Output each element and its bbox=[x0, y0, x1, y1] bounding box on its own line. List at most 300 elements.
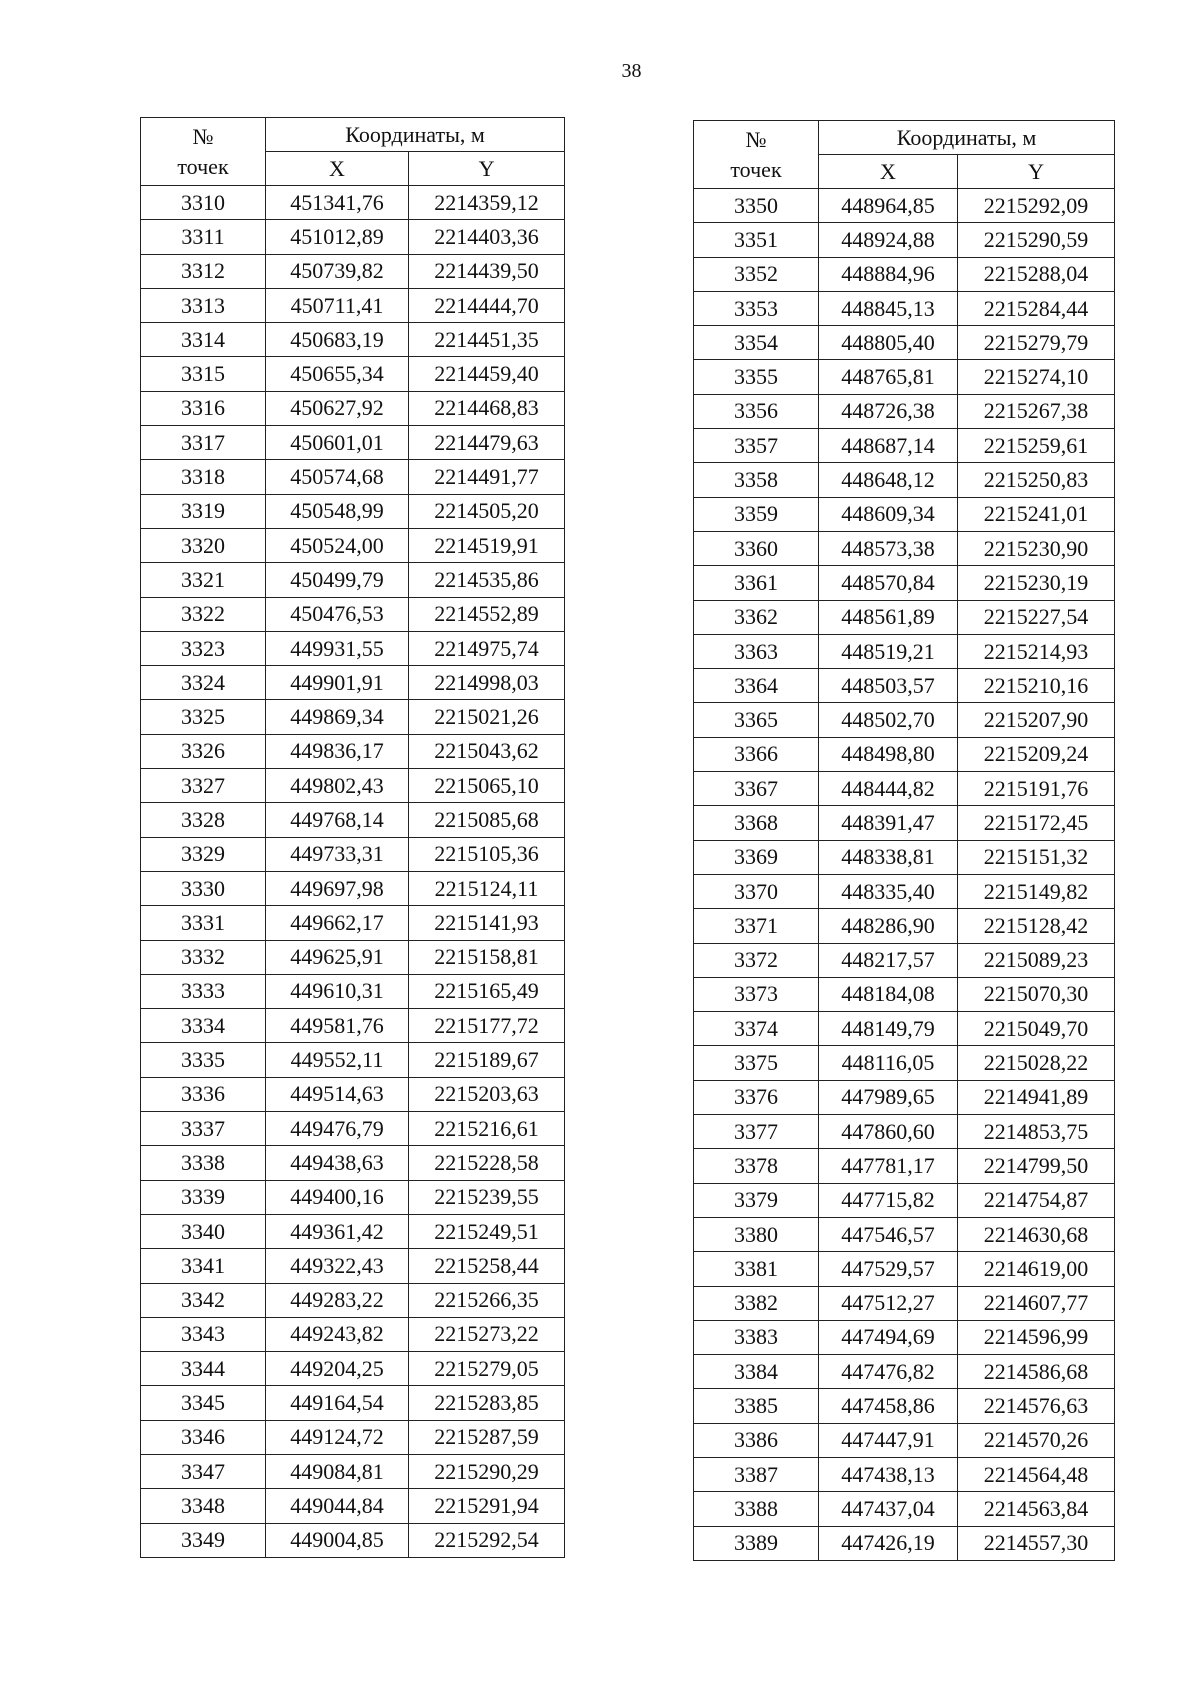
x-coordinate-cell: 449514,63 bbox=[266, 1077, 409, 1111]
point-number-cell: 3327 bbox=[141, 769, 266, 803]
y-coordinate-cell: 2214630,68 bbox=[958, 1217, 1115, 1251]
x-coordinate-cell: 449322,43 bbox=[266, 1249, 409, 1283]
x-coordinate-cell: 448184,08 bbox=[819, 977, 958, 1011]
x-coordinate-cell: 449004,85 bbox=[266, 1523, 409, 1557]
x-coordinate-cell: 449552,11 bbox=[266, 1043, 409, 1077]
table-row bbox=[694, 1217, 1115, 1251]
y-coordinate-cell: 2214444,70 bbox=[409, 288, 565, 322]
point-number-cell: 3320 bbox=[141, 528, 266, 562]
table-row bbox=[141, 666, 565, 700]
x-coordinate-cell: 449400,16 bbox=[266, 1180, 409, 1214]
point-number-cell: 3381 bbox=[694, 1252, 819, 1286]
y-coordinate-cell: 2215283,85 bbox=[409, 1386, 565, 1420]
x-coordinate-cell: 448217,57 bbox=[819, 943, 958, 977]
point-number-header bbox=[694, 121, 819, 189]
x-coordinate-cell: 448498,80 bbox=[819, 737, 958, 771]
y-column-header: Y bbox=[958, 155, 1115, 189]
point-number-cell: 3369 bbox=[694, 840, 819, 874]
point-number-cell: 3372 bbox=[694, 943, 819, 977]
table-row bbox=[141, 1283, 565, 1317]
point-number-cell: 3377 bbox=[694, 1115, 819, 1149]
point-number-cell: 3385 bbox=[694, 1389, 819, 1423]
y-coordinate-cell: 2215292,54 bbox=[409, 1523, 565, 1557]
point-number-cell: 3311 bbox=[141, 220, 266, 254]
y-coordinate-cell: 2215259,61 bbox=[958, 429, 1115, 463]
y-coordinate-cell: 2215241,01 bbox=[958, 497, 1115, 531]
x-coordinate-cell: 448573,38 bbox=[819, 531, 958, 565]
y-coordinate-cell: 2214754,87 bbox=[958, 1183, 1115, 1217]
x-coordinate-cell: 449438,63 bbox=[266, 1146, 409, 1180]
table-row bbox=[141, 323, 565, 357]
x-coordinate-cell: 449662,17 bbox=[266, 906, 409, 940]
point-number-cell: 3351 bbox=[694, 223, 819, 257]
y-coordinate-cell: 2215267,38 bbox=[958, 394, 1115, 428]
x-coordinate-cell: 448444,82 bbox=[819, 772, 958, 806]
point-number-cell: 3367 bbox=[694, 772, 819, 806]
y-coordinate-cell: 2215189,67 bbox=[409, 1043, 565, 1077]
table-row bbox=[141, 597, 565, 631]
point-number-cell: 3388 bbox=[694, 1492, 819, 1526]
point-number-cell: 3340 bbox=[141, 1214, 266, 1248]
x-coordinate-cell: 448116,05 bbox=[819, 1046, 958, 1080]
x-coordinate-cell: 449697,98 bbox=[266, 871, 409, 905]
point-number-cell: 3358 bbox=[694, 463, 819, 497]
table-row bbox=[694, 1012, 1115, 1046]
x-coordinate-cell: 447447,91 bbox=[819, 1423, 958, 1457]
x-coordinate-cell: 450711,41 bbox=[266, 288, 409, 322]
y-coordinate-cell: 2214607,77 bbox=[958, 1286, 1115, 1320]
point-number-cell: 3328 bbox=[141, 803, 266, 837]
x-coordinate-cell: 449931,55 bbox=[266, 631, 409, 665]
x-coordinate-cell: 450548,99 bbox=[266, 494, 409, 528]
point-number-cell: 3386 bbox=[694, 1423, 819, 1457]
point-number-cell: 3348 bbox=[141, 1489, 266, 1523]
table-row bbox=[141, 871, 565, 905]
y-coordinate-cell: 2215258,44 bbox=[409, 1249, 565, 1283]
y-coordinate-cell: 2215290,29 bbox=[409, 1454, 565, 1488]
y-coordinate-cell: 2215284,44 bbox=[958, 291, 1115, 325]
table-row bbox=[694, 429, 1115, 463]
x-coordinate-cell: 448609,34 bbox=[819, 497, 958, 531]
y-coordinate-cell: 2215028,22 bbox=[958, 1046, 1115, 1080]
point-number-symbol: № bbox=[192, 123, 214, 149]
y-coordinate-cell: 2215128,42 bbox=[958, 909, 1115, 943]
y-coordinate-cell: 2215209,24 bbox=[958, 737, 1115, 771]
x-coordinate-cell: 449361,42 bbox=[266, 1214, 409, 1248]
x-coordinate-cell: 448519,21 bbox=[819, 634, 958, 668]
point-number-cell: 3346 bbox=[141, 1420, 266, 1454]
point-number-cell: 3389 bbox=[694, 1526, 819, 1560]
x-coordinate-cell: 449283,22 bbox=[266, 1283, 409, 1317]
x-coordinate-cell: 447860,60 bbox=[819, 1115, 958, 1149]
point-number-cell: 3359 bbox=[694, 497, 819, 531]
point-number-cell: 3355 bbox=[694, 360, 819, 394]
y-coordinate-cell: 2215165,49 bbox=[409, 974, 565, 1008]
x-coordinate-cell: 448884,96 bbox=[819, 257, 958, 291]
point-number-header bbox=[141, 118, 266, 186]
y-coordinate-cell: 2215149,82 bbox=[958, 874, 1115, 908]
point-number-symbol: № bbox=[745, 126, 767, 152]
x-coordinate-cell: 449124,72 bbox=[266, 1420, 409, 1454]
x-column-header: X bbox=[819, 155, 958, 189]
y-coordinate-cell: 2215273,22 bbox=[409, 1317, 565, 1351]
x-coordinate-cell: 449901,91 bbox=[266, 666, 409, 700]
point-number-cell: 3374 bbox=[694, 1012, 819, 1046]
point-number-cell: 3378 bbox=[694, 1149, 819, 1183]
x-coordinate-cell: 447476,82 bbox=[819, 1355, 958, 1389]
y-coordinate-cell: 2215266,35 bbox=[409, 1283, 565, 1317]
y-coordinate-cell: 2215210,16 bbox=[958, 669, 1115, 703]
point-number-cell: 3360 bbox=[694, 531, 819, 565]
coordinates-table-left bbox=[140, 117, 565, 1558]
table-row bbox=[694, 189, 1115, 223]
x-coordinate-cell: 448924,88 bbox=[819, 223, 958, 257]
x-coordinate-cell: 451012,89 bbox=[266, 220, 409, 254]
y-coordinate-cell: 2214552,89 bbox=[409, 597, 565, 631]
y-coordinate-cell: 2215151,32 bbox=[958, 840, 1115, 874]
table-row bbox=[694, 566, 1115, 600]
table-row bbox=[141, 1180, 565, 1214]
point-number-cell: 3368 bbox=[694, 806, 819, 840]
y-coordinate-cell: 2215085,68 bbox=[409, 803, 565, 837]
y-column-header: Y bbox=[409, 152, 565, 186]
y-coordinate-cell: 2214563,84 bbox=[958, 1492, 1115, 1526]
y-coordinate-cell: 2215203,63 bbox=[409, 1077, 565, 1111]
point-number-cell: 3315 bbox=[141, 357, 266, 391]
x-coordinate-cell: 449836,17 bbox=[266, 734, 409, 768]
point-number-cell: 3324 bbox=[141, 666, 266, 700]
x-coordinate-cell: 448561,89 bbox=[819, 600, 958, 634]
table-row bbox=[141, 1043, 565, 1077]
x-coordinate-cell: 449164,54 bbox=[266, 1386, 409, 1420]
point-number-cell: 3339 bbox=[141, 1180, 266, 1214]
point-number-cell: 3366 bbox=[694, 737, 819, 771]
table-row bbox=[694, 737, 1115, 771]
table-row bbox=[141, 1523, 565, 1557]
point-number-cell: 3335 bbox=[141, 1043, 266, 1077]
point-number-cell: 3314 bbox=[141, 323, 266, 357]
table-row bbox=[694, 394, 1115, 428]
table-row bbox=[141, 563, 565, 597]
x-coordinate-cell: 448570,84 bbox=[819, 566, 958, 600]
y-coordinate-cell: 2215141,93 bbox=[409, 906, 565, 940]
table-row bbox=[141, 1009, 565, 1043]
x-coordinate-cell: 448149,79 bbox=[819, 1012, 958, 1046]
x-coordinate-cell: 449581,76 bbox=[266, 1009, 409, 1043]
table-row bbox=[694, 669, 1115, 703]
table-row bbox=[141, 1077, 565, 1111]
x-coordinate-cell: 449768,14 bbox=[266, 803, 409, 837]
y-coordinate-cell: 2215230,19 bbox=[958, 566, 1115, 600]
table-row bbox=[141, 494, 565, 528]
coordinates-header: Координаты, м bbox=[819, 121, 1115, 155]
table-row bbox=[141, 769, 565, 803]
table-row bbox=[694, 1115, 1115, 1149]
x-coordinate-cell: 448338,81 bbox=[819, 840, 958, 874]
point-number-cell: 3321 bbox=[141, 563, 266, 597]
point-number-cell: 3387 bbox=[694, 1457, 819, 1491]
table-row bbox=[694, 1355, 1115, 1389]
y-coordinate-cell: 2215279,05 bbox=[409, 1352, 565, 1386]
y-coordinate-cell: 2214459,40 bbox=[409, 357, 565, 391]
table-row bbox=[694, 909, 1115, 943]
point-number-cell: 3375 bbox=[694, 1046, 819, 1080]
point-number-cell: 3349 bbox=[141, 1523, 266, 1557]
table-row bbox=[694, 326, 1115, 360]
table-row bbox=[694, 497, 1115, 531]
x-coordinate-cell: 450524,00 bbox=[266, 528, 409, 562]
table-row bbox=[694, 1286, 1115, 1320]
table-row bbox=[694, 531, 1115, 565]
y-coordinate-cell: 2214519,91 bbox=[409, 528, 565, 562]
x-coordinate-cell: 448845,13 bbox=[819, 291, 958, 325]
point-number-cell: 3337 bbox=[141, 1112, 266, 1146]
y-coordinate-cell: 2215043,62 bbox=[409, 734, 565, 768]
table-row bbox=[141, 1489, 565, 1523]
point-number-cell: 3361 bbox=[694, 566, 819, 600]
x-coordinate-cell: 448335,40 bbox=[819, 874, 958, 908]
point-number-cell: 3322 bbox=[141, 597, 266, 631]
y-coordinate-cell: 2215124,11 bbox=[409, 871, 565, 905]
x-coordinate-cell: 448286,90 bbox=[819, 909, 958, 943]
table-row bbox=[694, 806, 1115, 840]
y-coordinate-cell: 2214564,48 bbox=[958, 1457, 1115, 1491]
x-coordinate-cell: 448765,81 bbox=[819, 360, 958, 394]
table-row bbox=[141, 1420, 565, 1454]
point-number-cell: 3384 bbox=[694, 1355, 819, 1389]
table-row bbox=[694, 634, 1115, 668]
y-coordinate-cell: 2214570,26 bbox=[958, 1423, 1115, 1457]
x-coordinate-cell: 449084,81 bbox=[266, 1454, 409, 1488]
table-row bbox=[141, 1249, 565, 1283]
x-coordinate-cell: 450627,92 bbox=[266, 391, 409, 425]
y-coordinate-cell: 2214596,99 bbox=[958, 1320, 1115, 1354]
table-row bbox=[694, 772, 1115, 806]
table-row bbox=[141, 940, 565, 974]
x-coordinate-cell: 447546,57 bbox=[819, 1217, 958, 1251]
y-coordinate-cell: 2215065,10 bbox=[409, 769, 565, 803]
y-coordinate-cell: 2214505,20 bbox=[409, 494, 565, 528]
y-coordinate-cell: 2214557,30 bbox=[958, 1526, 1115, 1560]
x-coordinate-cell: 447512,27 bbox=[819, 1286, 958, 1320]
point-number-cell: 3318 bbox=[141, 460, 266, 494]
point-number-cell: 3323 bbox=[141, 631, 266, 665]
table-row bbox=[694, 291, 1115, 325]
table-row bbox=[694, 977, 1115, 1011]
y-coordinate-cell: 2214479,63 bbox=[409, 426, 565, 460]
point-number-cell: 3344 bbox=[141, 1352, 266, 1386]
point-number-cell: 3330 bbox=[141, 871, 266, 905]
point-number-cell: 3338 bbox=[141, 1146, 266, 1180]
point-number-cell: 3363 bbox=[694, 634, 819, 668]
x-coordinate-cell: 448805,40 bbox=[819, 326, 958, 360]
x-coordinate-cell: 448503,57 bbox=[819, 669, 958, 703]
y-coordinate-cell: 2215177,72 bbox=[409, 1009, 565, 1043]
table-row bbox=[694, 1389, 1115, 1423]
table-row bbox=[141, 803, 565, 837]
table-row bbox=[141, 1214, 565, 1248]
point-number-cell: 3310 bbox=[141, 186, 266, 220]
table-row bbox=[694, 1183, 1115, 1217]
table-row bbox=[141, 631, 565, 665]
table-row bbox=[141, 1454, 565, 1488]
y-coordinate-cell: 2215292,09 bbox=[958, 189, 1115, 223]
x-coordinate-cell: 448726,38 bbox=[819, 394, 958, 428]
y-coordinate-cell: 2215230,90 bbox=[958, 531, 1115, 565]
x-coordinate-cell: 449625,91 bbox=[266, 940, 409, 974]
point-number-cell: 3329 bbox=[141, 837, 266, 871]
table-row bbox=[694, 943, 1115, 977]
x-coordinate-cell: 449610,31 bbox=[266, 974, 409, 1008]
table-row bbox=[141, 974, 565, 1008]
y-coordinate-cell: 2214359,12 bbox=[409, 186, 565, 220]
y-coordinate-cell: 2215105,36 bbox=[409, 837, 565, 871]
table-row bbox=[141, 288, 565, 322]
x-coordinate-cell: 449044,84 bbox=[266, 1489, 409, 1523]
y-coordinate-cell: 2215158,81 bbox=[409, 940, 565, 974]
point-number-cell: 3362 bbox=[694, 600, 819, 634]
table-row bbox=[141, 837, 565, 871]
y-coordinate-cell: 2215207,90 bbox=[958, 703, 1115, 737]
x-coordinate-cell: 449476,79 bbox=[266, 1112, 409, 1146]
table-row bbox=[141, 254, 565, 288]
x-coordinate-cell: 450739,82 bbox=[266, 254, 409, 288]
y-coordinate-cell: 2215070,30 bbox=[958, 977, 1115, 1011]
point-number-cell: 3313 bbox=[141, 288, 266, 322]
x-coordinate-cell: 447438,13 bbox=[819, 1457, 958, 1491]
x-coordinate-cell: 448687,14 bbox=[819, 429, 958, 463]
table-row bbox=[694, 1080, 1115, 1114]
point-number-cell: 3332 bbox=[141, 940, 266, 974]
y-coordinate-cell: 2215291,94 bbox=[409, 1489, 565, 1523]
table-row bbox=[141, 1317, 565, 1351]
table-body bbox=[141, 186, 565, 1558]
point-number-cell: 3317 bbox=[141, 426, 266, 460]
point-number-cell: 3331 bbox=[141, 906, 266, 940]
table-row bbox=[141, 734, 565, 768]
table-row bbox=[141, 528, 565, 562]
x-coordinate-cell: 448648,12 bbox=[819, 463, 958, 497]
point-number-cell: 3326 bbox=[141, 734, 266, 768]
table-row bbox=[141, 220, 565, 254]
point-number-cell: 3382 bbox=[694, 1286, 819, 1320]
y-coordinate-cell: 2214941,89 bbox=[958, 1080, 1115, 1114]
point-number-cell: 3350 bbox=[694, 189, 819, 223]
table-row bbox=[694, 257, 1115, 291]
table-row bbox=[694, 703, 1115, 737]
x-coordinate-cell: 447781,17 bbox=[819, 1149, 958, 1183]
x-coordinate-cell: 449802,43 bbox=[266, 769, 409, 803]
point-number-cell: 3383 bbox=[694, 1320, 819, 1354]
y-coordinate-cell: 2214853,75 bbox=[958, 1115, 1115, 1149]
y-coordinate-cell: 2215250,83 bbox=[958, 463, 1115, 497]
point-number-cell: 3371 bbox=[694, 909, 819, 943]
table-row bbox=[694, 1046, 1115, 1080]
y-coordinate-cell: 2215279,79 bbox=[958, 326, 1115, 360]
point-number-cell: 3319 bbox=[141, 494, 266, 528]
point-number-label: точек bbox=[177, 153, 229, 179]
table-body bbox=[694, 189, 1115, 1561]
table-row bbox=[694, 1526, 1115, 1560]
y-coordinate-cell: 2214619,00 bbox=[958, 1252, 1115, 1286]
x-coordinate-cell: 450574,68 bbox=[266, 460, 409, 494]
point-number-cell: 3354 bbox=[694, 326, 819, 360]
y-coordinate-cell: 2215214,93 bbox=[958, 634, 1115, 668]
table-row bbox=[694, 1252, 1115, 1286]
y-coordinate-cell: 2215288,04 bbox=[958, 257, 1115, 291]
y-coordinate-cell: 2214468,83 bbox=[409, 391, 565, 425]
point-number-cell: 3334 bbox=[141, 1009, 266, 1043]
page-number: 38 bbox=[621, 60, 642, 82]
point-number-cell: 3352 bbox=[694, 257, 819, 291]
point-number-cell: 3325 bbox=[141, 700, 266, 734]
x-coordinate-cell: 448964,85 bbox=[819, 189, 958, 223]
point-number-cell: 3312 bbox=[141, 254, 266, 288]
table-row bbox=[694, 1457, 1115, 1491]
y-coordinate-cell: 2215228,58 bbox=[409, 1146, 565, 1180]
y-coordinate-cell: 2214586,68 bbox=[958, 1355, 1115, 1389]
table-row bbox=[694, 1423, 1115, 1457]
y-coordinate-cell: 2214439,50 bbox=[409, 254, 565, 288]
point-number-cell: 3379 bbox=[694, 1183, 819, 1217]
x-coordinate-cell: 447437,04 bbox=[819, 1492, 958, 1526]
table-row bbox=[694, 1320, 1115, 1354]
point-number-cell: 3347 bbox=[141, 1454, 266, 1488]
table-row bbox=[694, 1492, 1115, 1526]
y-coordinate-cell: 2215274,10 bbox=[958, 360, 1115, 394]
point-number-cell: 3370 bbox=[694, 874, 819, 908]
table-row bbox=[141, 1146, 565, 1180]
y-coordinate-cell: 2215290,59 bbox=[958, 223, 1115, 257]
y-coordinate-cell: 2214403,36 bbox=[409, 220, 565, 254]
y-coordinate-cell: 2215239,55 bbox=[409, 1180, 565, 1214]
x-coordinate-cell: 447426,19 bbox=[819, 1526, 958, 1560]
y-coordinate-cell: 2215227,54 bbox=[958, 600, 1115, 634]
x-coordinate-cell: 449243,82 bbox=[266, 1317, 409, 1351]
y-coordinate-cell: 2215172,45 bbox=[958, 806, 1115, 840]
y-coordinate-cell: 2214576,63 bbox=[958, 1389, 1115, 1423]
point-number-cell: 3316 bbox=[141, 391, 266, 425]
coordinates-header: Координаты, м bbox=[266, 118, 565, 152]
table-row bbox=[141, 1112, 565, 1146]
y-coordinate-cell: 2215089,23 bbox=[958, 943, 1115, 977]
table-row bbox=[141, 357, 565, 391]
x-coordinate-cell: 450476,53 bbox=[266, 597, 409, 631]
point-number-cell: 3336 bbox=[141, 1077, 266, 1111]
table-row bbox=[141, 906, 565, 940]
point-number-cell: 3333 bbox=[141, 974, 266, 1008]
point-number-cell: 3365 bbox=[694, 703, 819, 737]
y-coordinate-cell: 2215021,26 bbox=[409, 700, 565, 734]
point-number-cell: 3364 bbox=[694, 669, 819, 703]
table-row bbox=[694, 223, 1115, 257]
table-row bbox=[694, 874, 1115, 908]
y-coordinate-cell: 2214451,35 bbox=[409, 323, 565, 357]
table-row bbox=[694, 1149, 1115, 1183]
x-coordinate-cell: 449733,31 bbox=[266, 837, 409, 871]
x-coordinate-cell: 451341,76 bbox=[266, 186, 409, 220]
x-coordinate-cell: 448391,47 bbox=[819, 806, 958, 840]
x-coordinate-cell: 448502,70 bbox=[819, 703, 958, 737]
point-number-cell: 3353 bbox=[694, 291, 819, 325]
x-coordinate-cell: 447529,57 bbox=[819, 1252, 958, 1286]
x-coordinate-cell: 450499,79 bbox=[266, 563, 409, 597]
x-coordinate-cell: 447494,69 bbox=[819, 1320, 958, 1354]
x-coordinate-cell: 450655,34 bbox=[266, 357, 409, 391]
coordinates-table-right bbox=[693, 120, 1115, 1561]
table-row bbox=[141, 391, 565, 425]
point-number-cell: 3376 bbox=[694, 1080, 819, 1114]
